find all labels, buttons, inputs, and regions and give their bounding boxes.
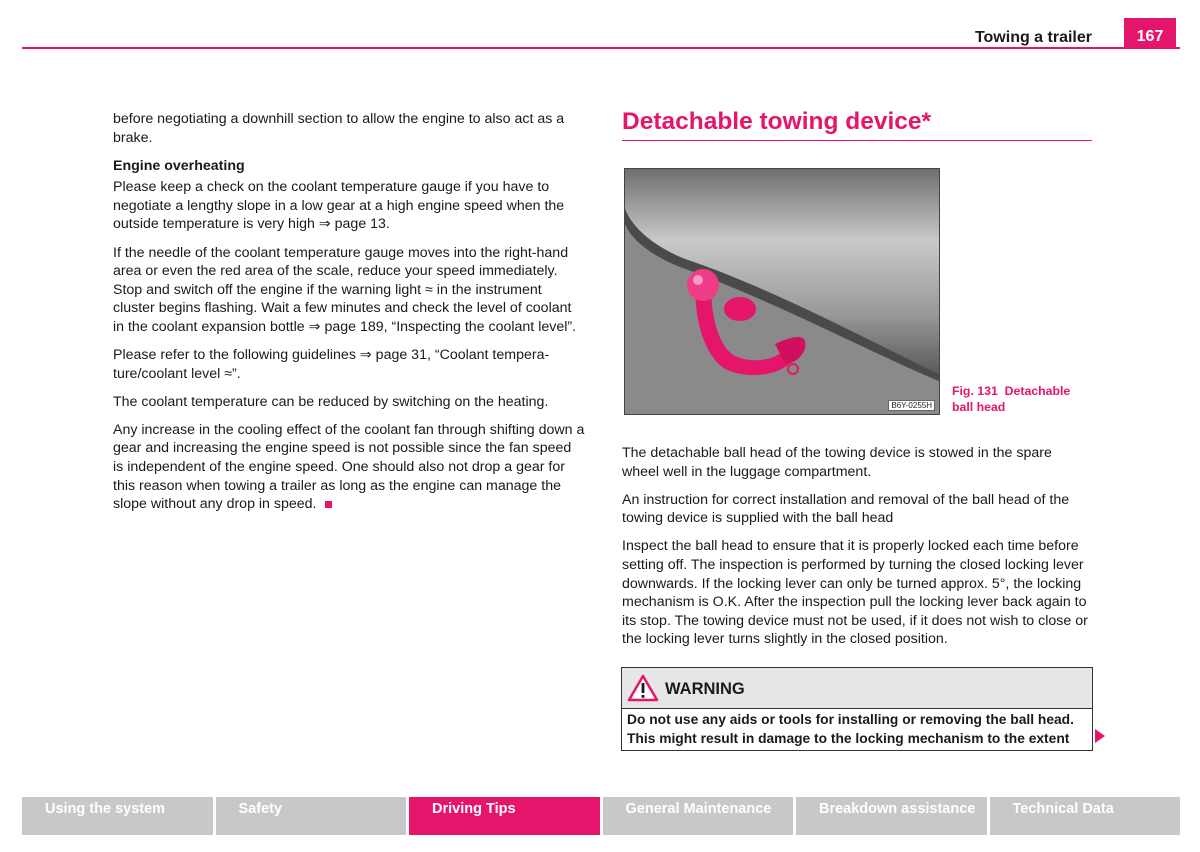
warning-title: WARNING (665, 680, 745, 698)
continue-arrow-icon (1094, 728, 1106, 744)
warning-text: Do not use any aids or tools for installing or removing the ball head. This might result in damage to the locking mechanism to the extent (627, 712, 1074, 746)
figure-label: Fig. 131 (952, 384, 998, 398)
paragraph: An instruction for correct installation and removal of the ball head of the towing device is supplied with the ball head (622, 491, 1070, 527)
paragraph: The detachable ball head of the towing device is stowed in the spare wheel well in the luggage compartment. (622, 445, 1052, 480)
figure-caption (952, 384, 1092, 415)
warning-box (621, 667, 1093, 751)
page-number: 167 (1124, 18, 1176, 49)
paragraph: Please refer to the following guidelines ⇒ page 31, “Coolant tempera-ture/coolant level ≈”. (113, 347, 550, 382)
paragraph: If the needle of the coolant temperature gauge moves into the right-hand area or even the red area of the scale, reduce your speed immediately. Stop and switch off the engine if the warning light ≈ in the instrument cluster begins flashing. Wait a few minutes and check the level of coolant in the coolant expansion bottle ⇒ page 189, “Inspecting the coolant level”. (113, 244, 577, 335)
nav-tab-general-maintenance[interactable]: General Maintenance (603, 797, 794, 835)
chapter-nav (22, 797, 1180, 835)
section-rule (622, 140, 1092, 141)
paragraph: Please keep a check on the coolant temperature gauge if you have to negotiate a lengthy slope in a low gear at a high engine speed when the outside temperature is very high ⇒ page 13. (113, 179, 565, 233)
figure-code: B6Y-0255H (888, 400, 935, 411)
nav-tab-technical-data[interactable]: Technical Data (990, 797, 1181, 835)
warning-triangle-icon (627, 674, 659, 702)
nav-tab-breakdown-assistance[interactable]: Breakdown assistance (796, 797, 987, 835)
nav-tab-using-the-system[interactable]: Using the system (22, 797, 213, 835)
paragraph: before negotiating a downhill section to allow the engine to also act as a brake. (113, 111, 565, 146)
warning-header (622, 668, 1092, 709)
nav-tab-safety[interactable]: Safety (216, 797, 407, 835)
end-of-section-marker (325, 501, 332, 508)
paragraph: Inspect the ball head to ensure that it is properly locked each time before setting off. The inspection is performed by turning the closed locking lever downwards. If the locking lever can only be turned approx. 5°, the locking mechanism is O.K. After the inspection pull the locking lever back again to its stop. The towing device must not be used, if it does not wish to close or the locking lever turns slightly in the closed position. (622, 538, 1088, 648)
paragraph-last (113, 421, 585, 514)
subheading: Engine overheating (113, 157, 245, 174)
ball-head-illustration (625, 169, 939, 414)
right-column (622, 444, 1092, 658)
chapter-title: Towing a trailer (974, 29, 1092, 46)
figure-caption-text: Detachable ball head (952, 384, 1071, 414)
header-rule (22, 47, 1180, 49)
paragraph: The coolant temperature can be reduced by switching on the heating. (113, 393, 549, 410)
paragraph-text: Any increase in the cooling effect of the coolant fan through shifting down a gear and increasing the engine speed is not possible since the fan speed is independent of the engine speed. One should also not drop a gear for this reason when towing a trailer as long as the engine can manage the slope without any drop in speed. (113, 421, 585, 513)
section-title: Detachable towing device* (622, 108, 932, 135)
towing-device-figure (624, 168, 940, 415)
left-column (113, 110, 585, 523)
nav-tab-driving-tips[interactable]: Driving Tips (409, 797, 600, 835)
